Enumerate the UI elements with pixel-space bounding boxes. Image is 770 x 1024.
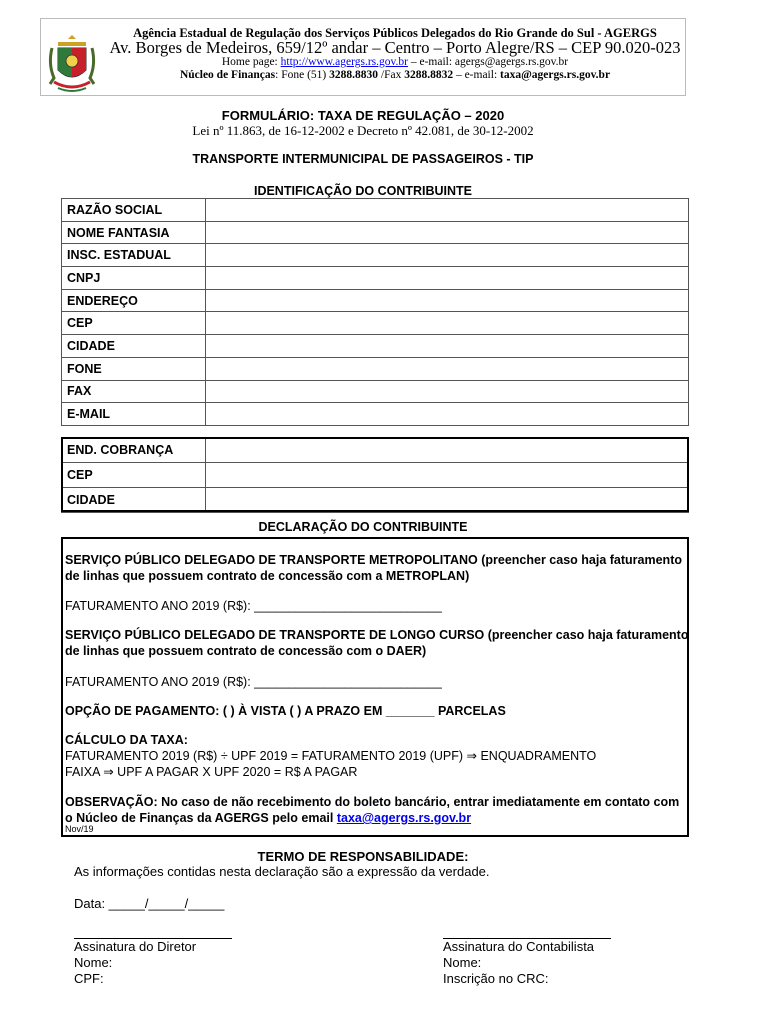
accountant-crc-label: Inscrição no CRC: xyxy=(443,971,549,986)
homepage-line xyxy=(108,56,682,68)
table-row xyxy=(62,403,689,426)
field-label: INSC. ESTADUAL xyxy=(62,244,206,267)
end-cobranca-field[interactable] xyxy=(206,438,689,463)
fax-label: /Fax xyxy=(378,69,405,81)
field-label: CIDADE xyxy=(62,488,206,513)
version-label: Nov/19 xyxy=(65,824,94,834)
homepage-link[interactable]: http://www.agergs.rs.gov.br xyxy=(280,56,408,68)
calc-line-1: FATURAMENTO 2019 (R$) ÷ UPF 2019 = FATURAMENTO 2019 (UPF) ⇒ ENQUADRAMENTO xyxy=(65,749,597,763)
field-label: ENDEREÇO xyxy=(62,289,206,312)
accountant-signature-label: Assinatura do Contabilista xyxy=(443,939,595,954)
observation-text xyxy=(65,794,689,826)
homepage-prefix: Home page: xyxy=(221,56,281,68)
fax-field[interactable] xyxy=(206,380,689,403)
billing-cidade-field[interactable] xyxy=(206,488,689,513)
longo-curso-text: SERVIÇO PÚBLICO DELEGADO DE TRANSPORTE DE LONGO CURSO (preencher caso haja faturamento de linhas que possuem contrato de concessão com o DAER) xyxy=(65,628,689,658)
calc-title: CÁLCULO DA TAXA: xyxy=(65,733,188,747)
terms-title: TERMO DE RESPONSABILIDADE: xyxy=(257,849,469,864)
identification-table xyxy=(61,198,689,426)
table-row xyxy=(62,438,689,463)
observation-email-link[interactable]: taxa@agergs.rs.gov.br xyxy=(336,811,472,825)
declaration-title: DECLARAÇÃO DO CONTRIBUINTE xyxy=(258,520,468,534)
field-label: NOME FANTASIA xyxy=(62,221,206,244)
razao-social-field[interactable] xyxy=(206,199,689,222)
finance-email: taxa@agergs.rs.gov.br xyxy=(500,69,611,81)
agency-address: Av. Borges de Medeiros, 659/12º andar – Centro – Porto Alegre/RS – CEP 90.020-023 xyxy=(109,38,681,57)
nome-fantasia-field[interactable] xyxy=(206,221,689,244)
table-row xyxy=(62,463,689,488)
email-field[interactable] xyxy=(206,403,689,426)
field-label: CEP xyxy=(62,312,206,335)
field-label: CEP xyxy=(62,463,206,488)
form-title: FORMULÁRIO: TAXA DE REGULAÇÃO – 2020 xyxy=(221,108,505,123)
cnpj-field[interactable] xyxy=(206,267,689,290)
director-signature-label: Assinatura do Diretor xyxy=(74,939,197,954)
table-row xyxy=(62,335,689,358)
cidade-field[interactable] xyxy=(206,335,689,358)
identification-title: IDENTIFICAÇÃO DO CONTRIBUINTE xyxy=(253,184,473,198)
field-label: FONE xyxy=(62,357,206,380)
table-row xyxy=(62,312,689,335)
field-label: RAZÃO SOCIAL xyxy=(62,199,206,222)
table-row xyxy=(62,199,689,222)
observation-body: OBSERVAÇÃO: No caso de não recebimento do boleto bancário, entrar imediatamente em contato com o Núcleo de Finanças da AGERGS pelo email xyxy=(65,795,680,825)
agency-name: Agência Estadual de Regulação dos Serviços Públicos Delegados do Rio Grande do Sul - AGERGS xyxy=(133,26,657,40)
law-reference: Lei nº 11.863, de 16-12-2002 e Decreto nº 42.081, de 30-12-2002 xyxy=(192,123,534,138)
longo-curso-revenue-field[interactable]: FATURAMENTO ANO 2019 (R$): ___________________________ xyxy=(65,675,442,689)
date-field[interactable]: Data: _____/_____/_____ xyxy=(74,896,225,911)
insc-estadual-field[interactable] xyxy=(206,244,689,267)
table-row xyxy=(62,267,689,290)
form-subtitle: TRANSPORTE INTERMUNICIPAL DE PASSAGEIROS - TIP xyxy=(192,152,534,166)
field-label: END. COBRANÇA xyxy=(62,438,206,463)
metro-revenue-field[interactable]: FATURAMENTO ANO 2019 (R$): ___________________________ xyxy=(65,599,442,613)
director-name-label: Nome: xyxy=(74,955,113,970)
finance-mid: : Fone (51) xyxy=(275,69,330,81)
table-row xyxy=(62,289,689,312)
finance-contact-line xyxy=(108,69,682,81)
field-label: CNPJ xyxy=(62,267,206,290)
fone-field[interactable] xyxy=(206,357,689,380)
field-label: E-MAIL xyxy=(62,403,206,426)
finance-fax: 3288.8832 xyxy=(404,69,454,81)
table-row xyxy=(62,244,689,267)
table-row xyxy=(62,357,689,380)
metro-service-text: SERVIÇO PÚBLICO DELEGADO DE TRANSPORTE METROPOLITANO (preencher caso haja faturamento de linhas que possuem contrato de concessão com a METROPLAN) xyxy=(65,553,682,583)
table-row xyxy=(62,380,689,403)
payment-option[interactable]: OPÇÃO DE PAGAMENTO: ( ) À VISTA ( ) A PRAZO EM _______ PARCELAS xyxy=(65,704,506,718)
director-cpf-label: CPF: xyxy=(74,971,104,986)
billing-table xyxy=(61,437,689,513)
endereco-field[interactable] xyxy=(206,289,689,312)
email-label: – e-mail: xyxy=(453,69,501,81)
finance-label: Núcleo de Finanças xyxy=(179,69,276,81)
table-row xyxy=(62,488,689,513)
homepage-suffix: – e-mail: agergs@agergs.rs.gov.br xyxy=(407,56,569,68)
field-label: FAX xyxy=(62,380,206,403)
billing-cep-field[interactable] xyxy=(206,463,689,488)
finance-phone: 3288.8830 xyxy=(329,69,378,81)
terms-statement: As informações contidas nesta declaração são a expressão da verdade. xyxy=(74,864,490,879)
field-label: CIDADE xyxy=(62,335,206,358)
cep-field[interactable] xyxy=(206,312,689,335)
accountant-name-label: Nome: xyxy=(443,955,482,970)
calc-line-2: FAIXA ⇒ UPF A PAGAR X UPF 2020 = R$ A PAGAR xyxy=(65,765,358,779)
coat-of-arms-icon xyxy=(44,34,100,96)
table-row xyxy=(62,221,689,244)
